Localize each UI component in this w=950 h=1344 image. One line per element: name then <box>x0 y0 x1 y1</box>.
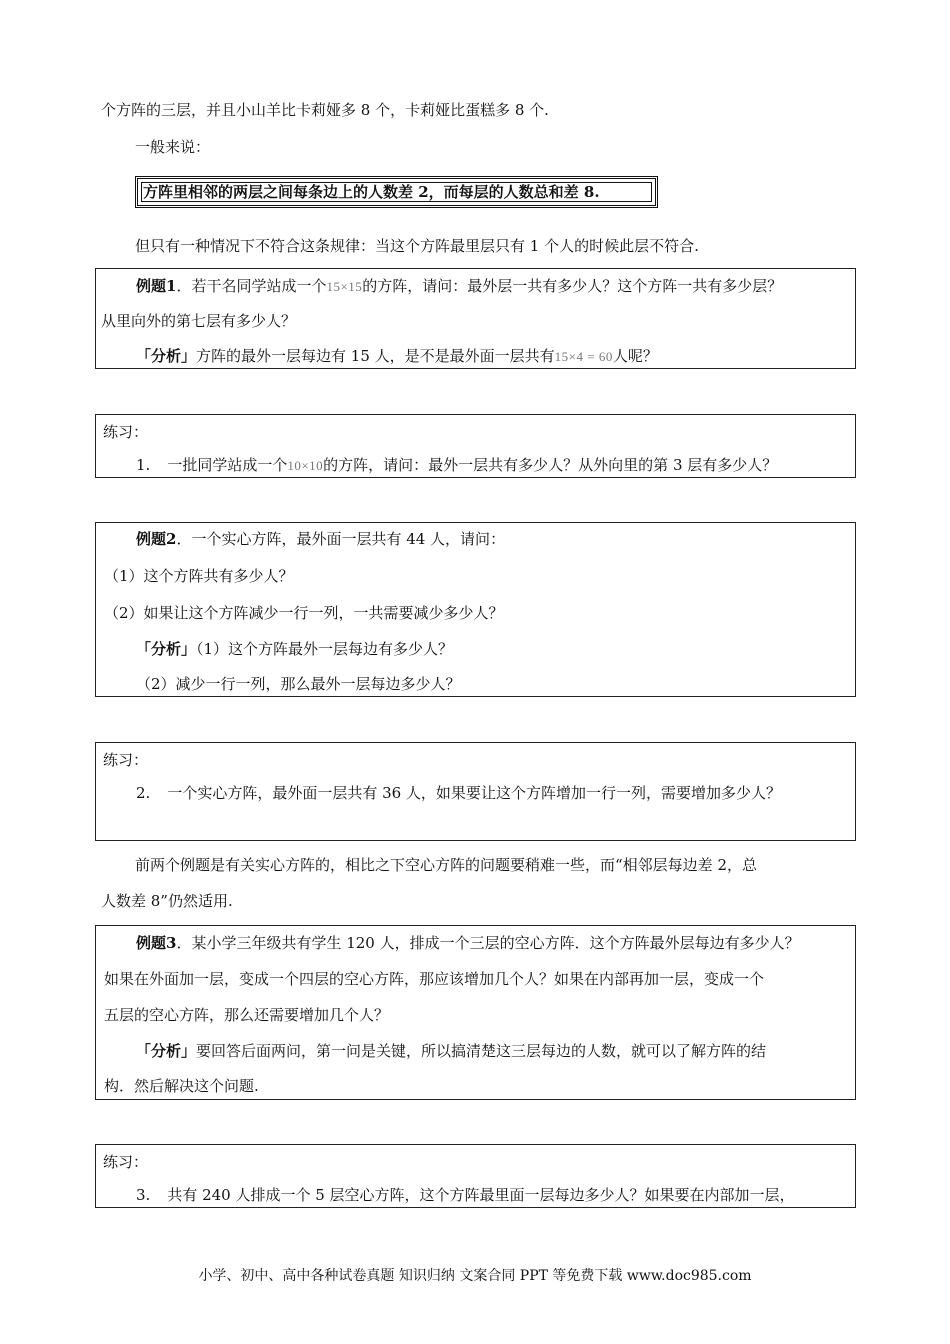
practice-2-num: 2. <box>136 784 151 802</box>
transition-line-2: 人数差 8”仍然适用. <box>101 892 233 910</box>
example-1-analysis <box>136 346 658 367</box>
example-2-q2: （2）如果让这个方阵减少一行一列，一共需要减少多少人？ <box>104 604 504 622</box>
practice-2-text: 一个实心方阵，最外面一层共有 36 人，如果要让这个方阵增加一行一列，需要增加多少人？ <box>167 784 781 802</box>
example-3-analysis-1 <box>136 1041 766 1061</box>
example-2-analysis-2: （2）减少一行一列，那么最外一层每边多少人？ <box>136 675 461 693</box>
practice-1-text-b: 的方阵，请问：最外一层共有多少人？从外向里的第 3 层有多少人？ <box>323 456 778 474</box>
example-3-analysis-text-1: 要回答后面两问，第一问是关键，所以搞清楚这三层每边的人数，就可以了解方阵的结 <box>196 1042 767 1060</box>
example-3-analysis-label: 「分析」 <box>136 1042 197 1060</box>
example-3-line-3: 五层的空心方阵，那么还需要增加几个人？ <box>104 1006 390 1024</box>
example-1-box <box>95 268 856 369</box>
intro-line-3: 但只有一种情况下不符合这条规律：当这个方阵最里层只有 1 个人的时候此层不符合. <box>135 237 699 255</box>
example-2-analysis-1 <box>136 639 453 659</box>
example-1-analysis-label: 「分析」 <box>136 347 197 365</box>
example-1-math-1: 15×15 <box>326 279 363 294</box>
practice-2-box <box>95 742 856 841</box>
practice-3-num: 3. <box>136 1186 151 1204</box>
example-3-text-1: ．某小学三年级共有学生 120 人，排成一个三层的空心方阵．这个方阵最外层每边有多少人？ <box>176 934 800 952</box>
intro-line-1: 个方阵的三层，并且小山羊比卡莉娅多 8 个，卡莉娅比蛋糕多 8 个. <box>101 101 549 119</box>
rule-text: 方阵里相邻的两层之间每条边上的人数差 2，而每层的人数总和差 8. <box>143 183 600 201</box>
practice-1-title: 练习： <box>103 423 149 441</box>
example-2-text-1: ．一个实心方阵，最外面一层共有 44 人，请问： <box>176 530 506 548</box>
practice-3-question <box>136 1185 795 1205</box>
example-2-label: 例题2 <box>136 530 177 548</box>
practice-1-num: 1. <box>136 456 151 474</box>
practice-2-title: 练习： <box>103 751 149 769</box>
example-3-line-1 <box>136 933 800 953</box>
practice-2-question <box>136 783 781 803</box>
example-2-line-1 <box>136 529 505 549</box>
example-1-text-a: ．若干名同学站成一个 <box>176 277 327 295</box>
practice-1-text-a: 一批同学站成一个 <box>167 456 288 474</box>
example-3-analysis-2: 构．然后解决这个问题. <box>104 1077 259 1095</box>
practice-3-box <box>95 1144 856 1208</box>
example-3-line-2: 如果在外面加一层，变成一个四层的空心方阵，那应该增加几个人？如果在内部再加一层，变成一个 <box>104 970 765 988</box>
example-1-line-1 <box>136 276 782 297</box>
page-footer: 小学、初中、高中各种试卷真题 知识归纳 文案合同 PPT 等免费下载 www.doc985.com <box>198 1268 752 1284</box>
intro-line-2: 一般来说： <box>135 138 211 156</box>
example-1-line-2: 从里向外的第七层有多少人？ <box>101 312 297 330</box>
rule-box <box>135 176 658 208</box>
example-3-box <box>95 925 856 1100</box>
example-3-label: 例题3 <box>136 934 177 952</box>
example-1-analysis-b: 人呢？ <box>612 347 658 365</box>
practice-1-question <box>136 455 777 476</box>
example-2-q1: （1）这个方阵共有多少人？ <box>104 567 294 585</box>
example-1-math-2: 15×4 = 60 <box>554 349 613 364</box>
example-2-box <box>95 522 856 697</box>
practice-1-box <box>95 414 856 478</box>
transition-line-1: 前两个例题是有关实心方阵的，相比之下空心方阵的问题要稍难一些，而“相邻层每边差 2，总 <box>135 856 757 874</box>
example-1-label: 例题1 <box>136 277 177 295</box>
example-1-text-b: 的方阵，请问：最外层一共有多少人？这个方阵一共有多少层？ <box>362 277 783 295</box>
example-2-analysis-label: 「分析」 <box>136 640 197 658</box>
example-1-analysis-a: 方阵的最外一层每边有 15 人，是不是最外面一层共有 <box>196 347 555 365</box>
example-2-analysis-text-1: （1）这个方阵最外一层每边有多少人？ <box>196 640 454 658</box>
practice-3-text: 共有 240 人排成一个 5 层空心方阵，这个方阵最里面一层每边多少人？如果要在内部加一层， <box>167 1186 795 1204</box>
practice-3-title: 练习： <box>103 1153 149 1171</box>
practice-1-math: 10×10 <box>287 458 324 473</box>
